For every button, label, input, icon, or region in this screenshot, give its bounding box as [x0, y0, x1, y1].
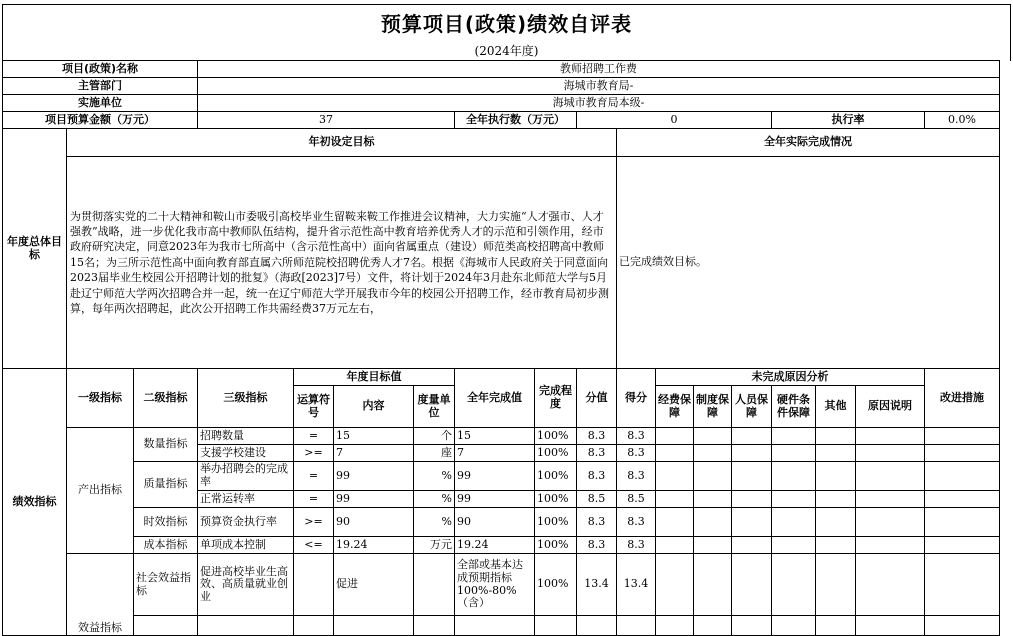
indicator-unit: 个 — [414, 428, 455, 445]
indicator-score: 8.3 — [617, 445, 656, 462]
indicator-content: 19.24 — [334, 537, 414, 554]
indicator-score-value: 8.3 — [577, 508, 617, 537]
form-title: 预算项目(政策)绩效自评表 — [380, 12, 633, 36]
indicator-name: 正常运转率 — [198, 491, 294, 508]
indicator-name: 支援学校建设 — [198, 445, 294, 462]
rate-value: 0.0% — [925, 112, 1000, 129]
exec-label: 全年执行数（万元） — [455, 112, 577, 129]
indicator-value: 90 — [455, 508, 535, 537]
indicator-unit: 座 — [414, 445, 455, 462]
unit-header: 度量单位 — [414, 386, 455, 428]
level2-header: 二级指标 — [134, 369, 198, 428]
indicator-score-value: 8.3 — [577, 445, 617, 462]
indicator-value: 99 — [455, 462, 535, 491]
table-row — [3, 428, 1000, 445]
indicator-score: 13.4 — [617, 554, 656, 616]
system-header: 制度保障 — [694, 386, 732, 428]
actual-result-header: 全年实际完成情况 — [617, 129, 1000, 157]
row-perf-header-1 — [3, 369, 1000, 386]
quantity-label: 数量指标 — [134, 428, 198, 462]
table-row — [3, 508, 1000, 537]
indicator-value: 全部或基本达成预期指标100%-80%（含） — [455, 554, 535, 616]
row-budget — [3, 112, 1000, 129]
indicator-content: 99 — [334, 462, 414, 491]
social-label: 社会效益指标 — [134, 554, 198, 616]
indicator-completion: 100% — [535, 508, 577, 537]
indicator-value: 15 — [455, 428, 535, 445]
indicator-op: >= — [294, 508, 334, 537]
target-group-header: 年度目标值 — [294, 369, 455, 386]
indicator-score-value: 8.3 — [577, 462, 617, 491]
impl-value: 海城市教育局本级- — [198, 95, 1000, 112]
table-row — [3, 554, 1000, 616]
perf-section-label: 绩效指标 — [3, 369, 67, 636]
indicator-content: 90 — [334, 508, 414, 537]
budget-value: 37 — [198, 112, 455, 129]
indicator-score-value: 8.5 — [577, 491, 617, 508]
completion-header: 完成程度 — [535, 369, 577, 428]
dept-label: 主管部门 — [3, 78, 198, 95]
row-impl — [3, 95, 1000, 112]
project-name-label: 项目(政策)名称 — [3, 61, 198, 78]
indicator-score: 8.3 — [617, 428, 656, 445]
indicator-op: <= — [294, 537, 334, 554]
indicator-score-value: 8.3 — [577, 537, 617, 554]
indicator-content: 促进 — [334, 554, 414, 616]
other-header: 其他 — [816, 386, 856, 428]
indicator-completion: 100% — [535, 537, 577, 554]
indicator-content: 7 — [334, 445, 414, 462]
indicator-unit: 万元 — [414, 537, 455, 554]
indicator-content: 15 — [334, 428, 414, 445]
indicator-score-value: 8.3 — [577, 428, 617, 445]
indicator-op: = — [294, 462, 334, 491]
indicator-unit — [414, 554, 455, 616]
indicator-name: 举办招聘会的完成率 — [198, 462, 294, 491]
indicator-name: 预算资金执行率 — [198, 508, 294, 537]
indicator-completion: 100% — [535, 554, 577, 616]
personnel-header: 人员保障 — [732, 386, 772, 428]
indicator-op: = — [294, 491, 334, 508]
project-name-value: 教师招聘工作费 — [198, 61, 1000, 78]
score-value-header: 分值 — [577, 369, 617, 428]
indicator-op — [294, 554, 334, 616]
form-year: (2024年度) — [474, 44, 539, 58]
indicator-score: 8.3 — [617, 508, 656, 537]
indicator-completion: 100% — [535, 462, 577, 491]
indicator-value: 19.24 — [455, 537, 535, 554]
goals-section-label: 年度总体目标 — [3, 129, 67, 369]
indicator-completion: 100% — [535, 491, 577, 508]
indicator-name: 单项成本控制 — [198, 537, 294, 554]
reason-note-header: 原因说明 — [856, 386, 925, 428]
indicator-completion: 100% — [535, 445, 577, 462]
timeliness-label: 时效指标 — [134, 508, 198, 537]
indicator-value: 99 — [455, 491, 535, 508]
benefit-label: 效益指标 — [67, 554, 134, 636]
indicator-score-value: 13.4 — [577, 554, 617, 616]
budget-label: 项目预算金额（万元） — [3, 112, 198, 129]
indicator-unit: % — [414, 508, 455, 537]
level1-header: 一级指标 — [67, 369, 134, 428]
full-year-header: 全年完成值 — [455, 369, 535, 428]
indicator-unit: % — [414, 462, 455, 491]
row-project-name — [3, 61, 1000, 78]
indicator-value: 7 — [455, 445, 535, 462]
content-header: 内容 — [334, 386, 414, 428]
table-row — [3, 537, 1000, 554]
quality-label: 质量指标 — [134, 462, 198, 508]
initial-goal-text: 为贯彻落实党的二十大精神和鞍山市委吸引高校毕业生留鞍来鞍工作推进会议精神，大力实施“人才强市、人才强教”战略，进一步优化我市高中教师队伍结构，提升省示范性高中教育培养优秀人才的示范和引领作用，经市政府研究决定，同意2023年为我市七所高中（含示范性高中）面向省属重点（建设）师范类高校招聘高中教师15名；为三所示范性高中面向教育部直属六所师范院校招聘优秀人才7名。根据《海城市人民政府关于同意面向2023届毕业生校园公开招聘计划的批复》（海政[2023]7号）文件，将计划于2024年3月赴东北师范大学与5月赴辽宁师范大学两次招聘合并一起，统一在辽宁师范大学开展我市今年的校园公开招聘工作，经市教育局初步测算，每年两次招聘起，此次公开招聘工作共需经费37万元左右， — [67, 157, 617, 369]
reason-group-header: 未完成原因分析 — [656, 369, 925, 386]
rate-label: 执行率 — [772, 112, 925, 129]
indicator-content: 99 — [334, 491, 414, 508]
row-goals-header — [3, 129, 1000, 157]
indicator-name: 促进高校毕业生高效、高质量就业创业 — [198, 554, 294, 616]
level3-header: 三级指标 — [198, 369, 294, 428]
evaluation-table — [2, 60, 1000, 636]
dept-value: 海城市教育局- — [198, 78, 1000, 95]
table-row — [3, 616, 1000, 636]
indicator-name: 招聘数量 — [198, 428, 294, 445]
improve-header: 改进措施 — [925, 369, 1000, 428]
initial-goal-header: 年初设定目标 — [67, 129, 617, 157]
output-label: 产出指标 — [67, 428, 134, 554]
indicator-completion: 100% — [535, 428, 577, 445]
exec-value: 0 — [577, 112, 772, 129]
impl-label: 实施单位 — [3, 95, 198, 112]
indicator-op: = — [294, 428, 334, 445]
score-header: 得分 — [617, 369, 656, 428]
funding-header: 经费保障 — [656, 386, 694, 428]
cost-label: 成本指标 — [134, 537, 198, 554]
indicator-score: 8.5 — [617, 491, 656, 508]
hardware-header: 硬件条件保障 — [772, 386, 816, 428]
indicator-op: >= — [294, 445, 334, 462]
actual-result-text: 已完成绩效目标。 — [617, 157, 1000, 369]
indicator-unit: % — [414, 491, 455, 508]
table-row — [3, 462, 1000, 491]
row-goals-text — [3, 157, 1000, 369]
operator-header: 运算符号 — [294, 386, 334, 428]
indicator-score: 8.3 — [617, 537, 656, 554]
indicator-score: 8.3 — [617, 462, 656, 491]
row-dept — [3, 78, 1000, 95]
